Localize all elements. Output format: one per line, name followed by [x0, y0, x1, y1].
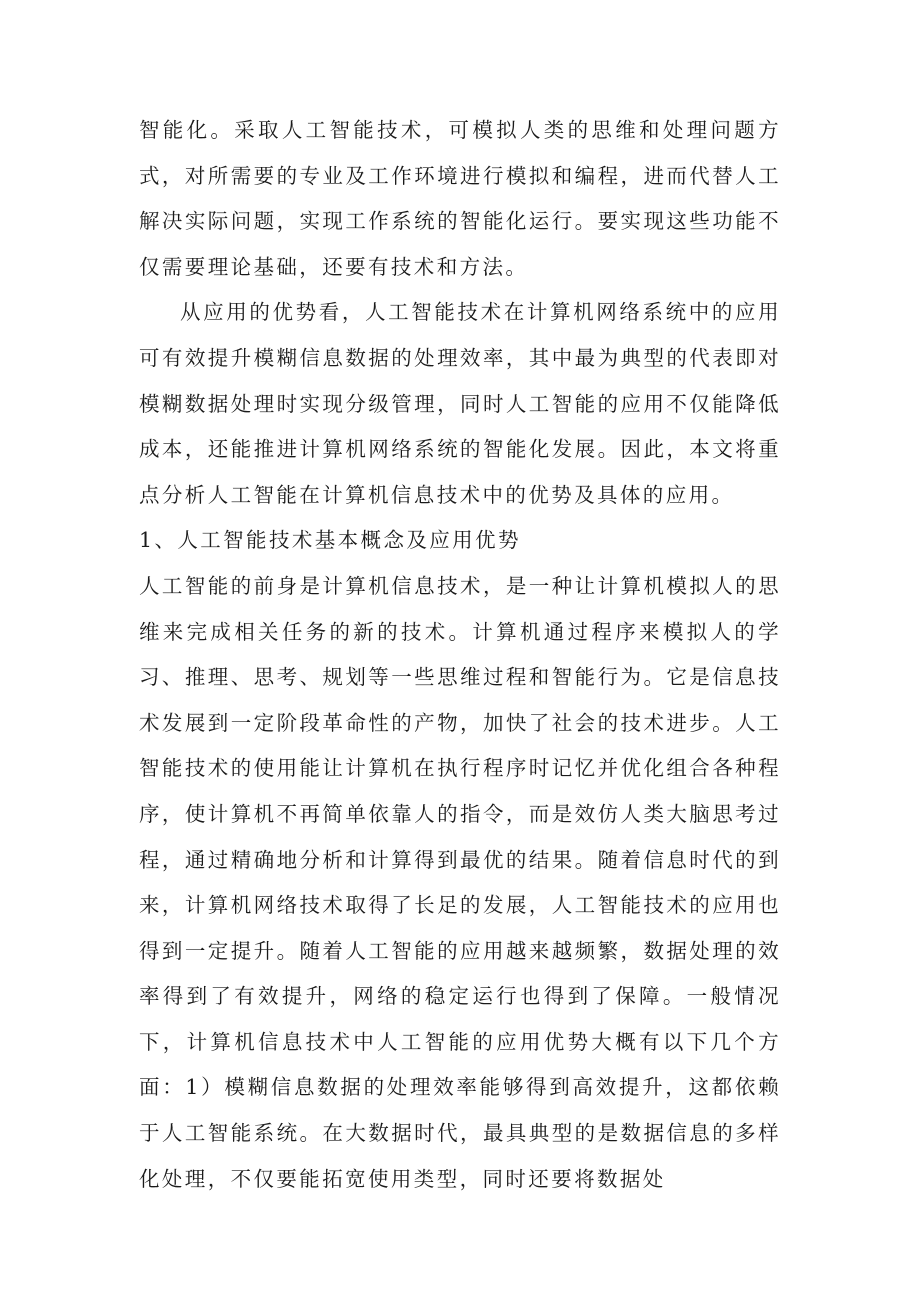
section-heading: 1、人工智能技术基本概念及应用优势	[139, 528, 521, 553]
paragraph-continuation: 智能化。采取人工智能技术，可模拟人类的思维和处理问题方式，对所需要的专业及工作环境进行模拟和编程，进而代替人工解决实际问题，实现工作系统的智能化运行。要实现这些功能不仅需要理论基础，还要有技术和方法。	[139, 118, 781, 279]
document-body	[139, 108, 781, 1202]
paragraph-basic-concept: 人工智能的前身是计算机信息技术，是一种让计算机模拟人的思维来完成相关任务的新的技术。计算机通过程序来模拟人的学习、推理、思考、规划等一些思维过程和智能行为。它是信息技术发展到一定阶段革命性的产物，加快了社会的技术进步。人工智能技术的使用能让计算机在执行程序时记忆并优化组合各种程序，使计算机不再简单依靠人的指令，而是效仿人类大脑思考过程，通过精确地分析和计算得到最优的结果。随着信息时代的到来，计算机网络技术取得了长足的发展，人工智能技术的应用也得到一定提升。随着人工智能的应用越来越频繁，数据处理的效率得到了有效提升，网络的稳定运行也得到了保障。一般情况下，计算机信息技术中人工智能的应用优势大概有以下几个方面：1）模糊信息数据的处理效率能够得到高效提升，这都依赖于人工智能系统。在大数据时代，最具典型的是数据信息的多样化处理，不仅要能拓宽使用类型，同时还要将数据处	[139, 573, 781, 1191]
paragraph-application-advantages: 从应用的优势看，人工智能技术在计算机网络系统中的应用可有效提升模糊信息数据的处理效率，其中最为典型的代表即对模糊数据处理时实现分级管理，同时人工智能的应用不仅能降低成本，还能推进计算机网络系统的智能化发展。因此，本文将重点分析人工智能在计算机信息技术中的优势及具体的应用。	[139, 300, 781, 507]
